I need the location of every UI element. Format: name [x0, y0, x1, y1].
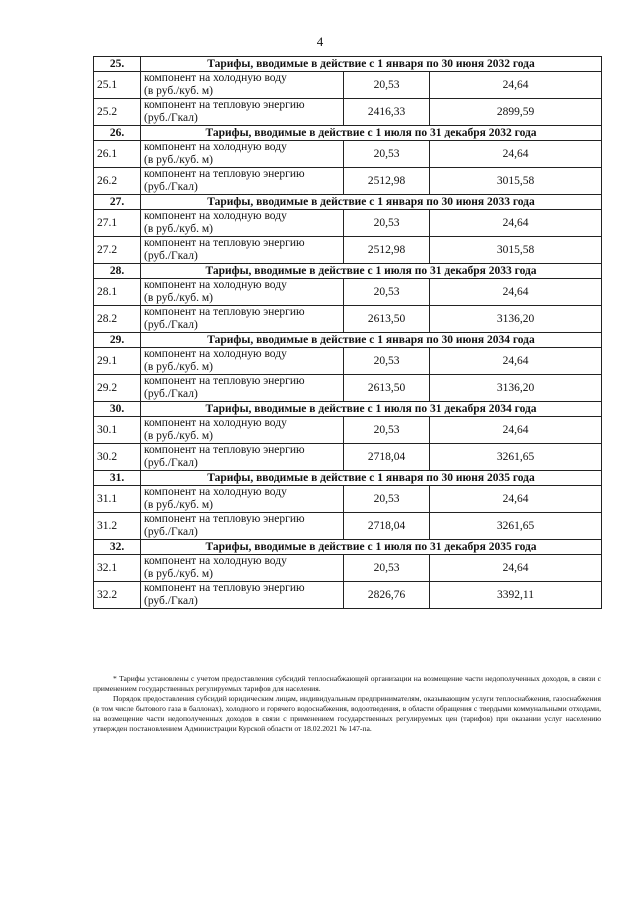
tariff-value-1: 20,53 [344, 72, 430, 99]
row-number: 30.1 [94, 417, 141, 444]
section-header-row [94, 126, 602, 141]
tariff-value-2: 3015,58 [430, 237, 602, 264]
component-name [141, 444, 344, 471]
tariff-value-1: 2826,76 [344, 582, 430, 609]
table-row [94, 72, 602, 99]
component-name [141, 555, 344, 582]
component-line: (в руб./куб. м) [144, 430, 213, 442]
tariff-value-2: 3015,58 [430, 168, 602, 195]
component-line: компонент на холодную воду [144, 486, 287, 498]
component-line: компонент на тепловую энергию [144, 444, 305, 456]
component-line: компонент на холодную воду [144, 348, 287, 360]
component-name [141, 279, 344, 306]
component-line: (руб./Гкал) [144, 595, 198, 607]
table-row [94, 141, 602, 168]
row-number: 28.2 [94, 306, 141, 333]
component-line: (в руб./куб. м) [144, 361, 213, 373]
component-name [141, 513, 344, 540]
row-number: 26.2 [94, 168, 141, 195]
section-number: 26. [94, 126, 141, 141]
component-line: компонент на холодную воду [144, 72, 287, 84]
table-row [94, 417, 602, 444]
row-number: 31.1 [94, 486, 141, 513]
tariff-value-1: 2416,33 [344, 99, 430, 126]
section-title: Тарифы, вводимые в действие с 1 июля по 31 декабря 2032 года [141, 126, 602, 141]
tariff-value-1: 20,53 [344, 555, 430, 582]
component-line: компонент на тепловую энергию [144, 237, 305, 249]
component-name [141, 306, 344, 333]
component-name [141, 72, 344, 99]
tariff-value-2: 3261,65 [430, 513, 602, 540]
footnote-tariff-subsidy: * Тарифы установлены с учетом предоставления субсидий теплоснабжающей организации на возмещение части недополученных доходов, в связи с применением государственных регулируемых тарифов для населения. [93, 674, 601, 694]
component-line: компонент на холодную воду [144, 210, 287, 222]
component-line: (в руб./куб. м) [144, 292, 213, 304]
row-number: 26.1 [94, 141, 141, 168]
tariff-value-1: 20,53 [344, 210, 430, 237]
component-name [141, 237, 344, 264]
section-title: Тарифы, вводимые в действие с 1 июля по 31 декабря 2034 года [141, 402, 602, 417]
section-number: 25. [94, 57, 141, 72]
component-line: компонент на тепловую энергию [144, 306, 305, 318]
table-row [94, 210, 602, 237]
component-line: (руб./Гкал) [144, 457, 198, 469]
section-number: 32. [94, 540, 141, 555]
tariff-value-2: 2899,59 [430, 99, 602, 126]
section-title: Тарифы, вводимые в действие с 1 июля по 31 декабря 2035 года [141, 540, 602, 555]
tariff-value-1: 2718,04 [344, 513, 430, 540]
row-number: 32.1 [94, 555, 141, 582]
component-line: (руб./Гкал) [144, 388, 198, 400]
section-title: Тарифы, вводимые в действие с 1 января по 30 июня 2035 года [141, 471, 602, 486]
row-number: 32.2 [94, 582, 141, 609]
table-row [94, 237, 602, 264]
section-title: Тарифы, вводимые в действие с 1 июля по 31 декабря 2033 года [141, 264, 602, 279]
footnote-subsidy-procedure: Порядок предоставления субсидий юридическим лицам, индивидуальным предпринимателям, оказывающим услуги теплоснабжения, газоснабжения (в том числе бытового газа в баллонах), холодного и горячего водоснабжения, водоотведения, в области обращения с твердыми коммунальными отходами, на возмещение части недополученных доходов в связи с применением государственных регулируемых цен (тарифов) при оказании услуг населению утвержден постановлением Администрации Курской области от 18.02.2021 № 147-па. [93, 694, 601, 734]
row-number: 25.2 [94, 99, 141, 126]
component-line: компонент на тепловую энергию [144, 582, 305, 594]
section-header-row [94, 402, 602, 417]
component-line: (руб./Гкал) [144, 112, 198, 124]
tariff-value-1: 2613,50 [344, 375, 430, 402]
table-row [94, 168, 602, 195]
section-title: Тарифы, вводимые в действие с 1 января по 30 июня 2033 года [141, 195, 602, 210]
section-header-row [94, 264, 602, 279]
tariff-value-2: 24,64 [430, 417, 602, 444]
tariff-value-1: 20,53 [344, 141, 430, 168]
table-row [94, 279, 602, 306]
tariff-value-2: 24,64 [430, 555, 602, 582]
section-header-row [94, 471, 602, 486]
tariff-value-2: 3136,20 [430, 375, 602, 402]
section-number: 29. [94, 333, 141, 348]
component-name [141, 99, 344, 126]
section-header-row [94, 195, 602, 210]
section-number: 31. [94, 471, 141, 486]
section-header-row [94, 540, 602, 555]
section-number: 28. [94, 264, 141, 279]
tariff-value-1: 2512,98 [344, 237, 430, 264]
tariff-value-1: 2512,98 [344, 168, 430, 195]
row-number: 27.1 [94, 210, 141, 237]
tariff-value-1: 2613,50 [344, 306, 430, 333]
component-line: компонент на тепловую энергию [144, 513, 305, 525]
component-line: компонент на холодную воду [144, 141, 287, 153]
section-number: 27. [94, 195, 141, 210]
table-row [94, 99, 602, 126]
component-line: (в руб./куб. м) [144, 568, 213, 580]
section-number: 30. [94, 402, 141, 417]
component-name [141, 375, 344, 402]
component-name [141, 348, 344, 375]
table-row [94, 486, 602, 513]
tariff-value-1: 20,53 [344, 486, 430, 513]
footnotes [93, 674, 601, 735]
tariff-value-2: 3261,65 [430, 444, 602, 471]
table-row [94, 582, 602, 609]
section-header-row [94, 57, 602, 72]
component-line: компонент на холодную воду [144, 279, 287, 291]
component-line: компонент на холодную воду [144, 417, 287, 429]
component-line: (руб./Гкал) [144, 181, 198, 193]
section-header-row [94, 333, 602, 348]
component-name [141, 210, 344, 237]
component-line: компонент на тепловую энергию [144, 375, 305, 387]
component-name [141, 417, 344, 444]
tariff-value-1: 20,53 [344, 417, 430, 444]
tariff-table [93, 56, 602, 609]
tariff-value-2: 24,64 [430, 210, 602, 237]
component-line: (в руб./куб. м) [144, 223, 213, 235]
tariff-value-2: 3392,11 [430, 582, 602, 609]
table-row [94, 348, 602, 375]
tariff-value-2: 24,64 [430, 141, 602, 168]
tariff-value-2: 24,64 [430, 348, 602, 375]
table-row [94, 306, 602, 333]
page-number: 4 [316, 34, 324, 49]
row-number: 28.1 [94, 279, 141, 306]
tariff-value-1: 2718,04 [344, 444, 430, 471]
component-line: (в руб./куб. м) [144, 85, 213, 97]
component-line: (руб./Гкал) [144, 526, 198, 538]
component-name [141, 486, 344, 513]
component-name [141, 168, 344, 195]
component-line: компонент на холодную воду [144, 555, 287, 567]
component-line: (в руб./куб. м) [144, 499, 213, 511]
table-row [94, 513, 602, 540]
component-line: компонент на тепловую энергию [144, 168, 305, 180]
row-number: 29.2 [94, 375, 141, 402]
row-number: 25.1 [94, 72, 141, 99]
row-number: 27.2 [94, 237, 141, 264]
tariff-value-2: 3136,20 [430, 306, 602, 333]
row-number: 29.1 [94, 348, 141, 375]
section-title: Тарифы, вводимые в действие с 1 января по 30 июня 2034 года [141, 333, 602, 348]
component-line: компонент на тепловую энергию [144, 99, 305, 111]
table-row [94, 555, 602, 582]
row-number: 31.2 [94, 513, 141, 540]
tariff-value-2: 24,64 [430, 486, 602, 513]
component-name [141, 582, 344, 609]
tariff-value-2: 24,64 [430, 72, 602, 99]
component-name [141, 141, 344, 168]
component-line: (руб./Гкал) [144, 250, 198, 262]
tariff-value-2: 24,64 [430, 279, 602, 306]
section-title: Тарифы, вводимые в действие с 1 января по 30 июня 2032 года [141, 57, 602, 72]
component-line: (руб./Гкал) [144, 319, 198, 331]
tariff-value-1: 20,53 [344, 348, 430, 375]
tariff-value-1: 20,53 [344, 279, 430, 306]
component-line: (в руб./куб. м) [144, 154, 213, 166]
row-number: 30.2 [94, 444, 141, 471]
table-row [94, 444, 602, 471]
table-row [94, 375, 602, 402]
